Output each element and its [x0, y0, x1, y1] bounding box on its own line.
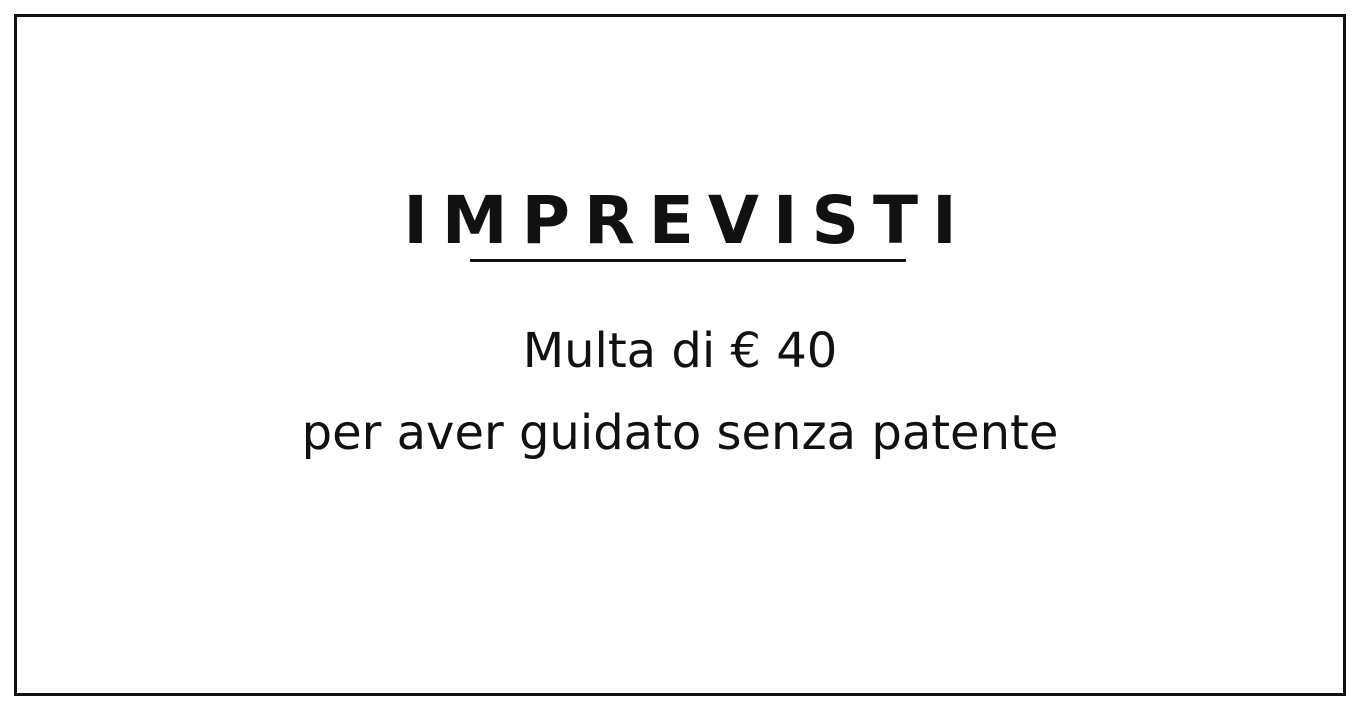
card-reason-line: per aver guidato senza patente — [301, 405, 1059, 461]
imprevisti-card — [14, 14, 1346, 696]
title-underline — [470, 259, 906, 262]
card-penalty-line: Multa di € 40 — [522, 323, 838, 379]
card-title: IMPREVISTI — [403, 182, 971, 259]
